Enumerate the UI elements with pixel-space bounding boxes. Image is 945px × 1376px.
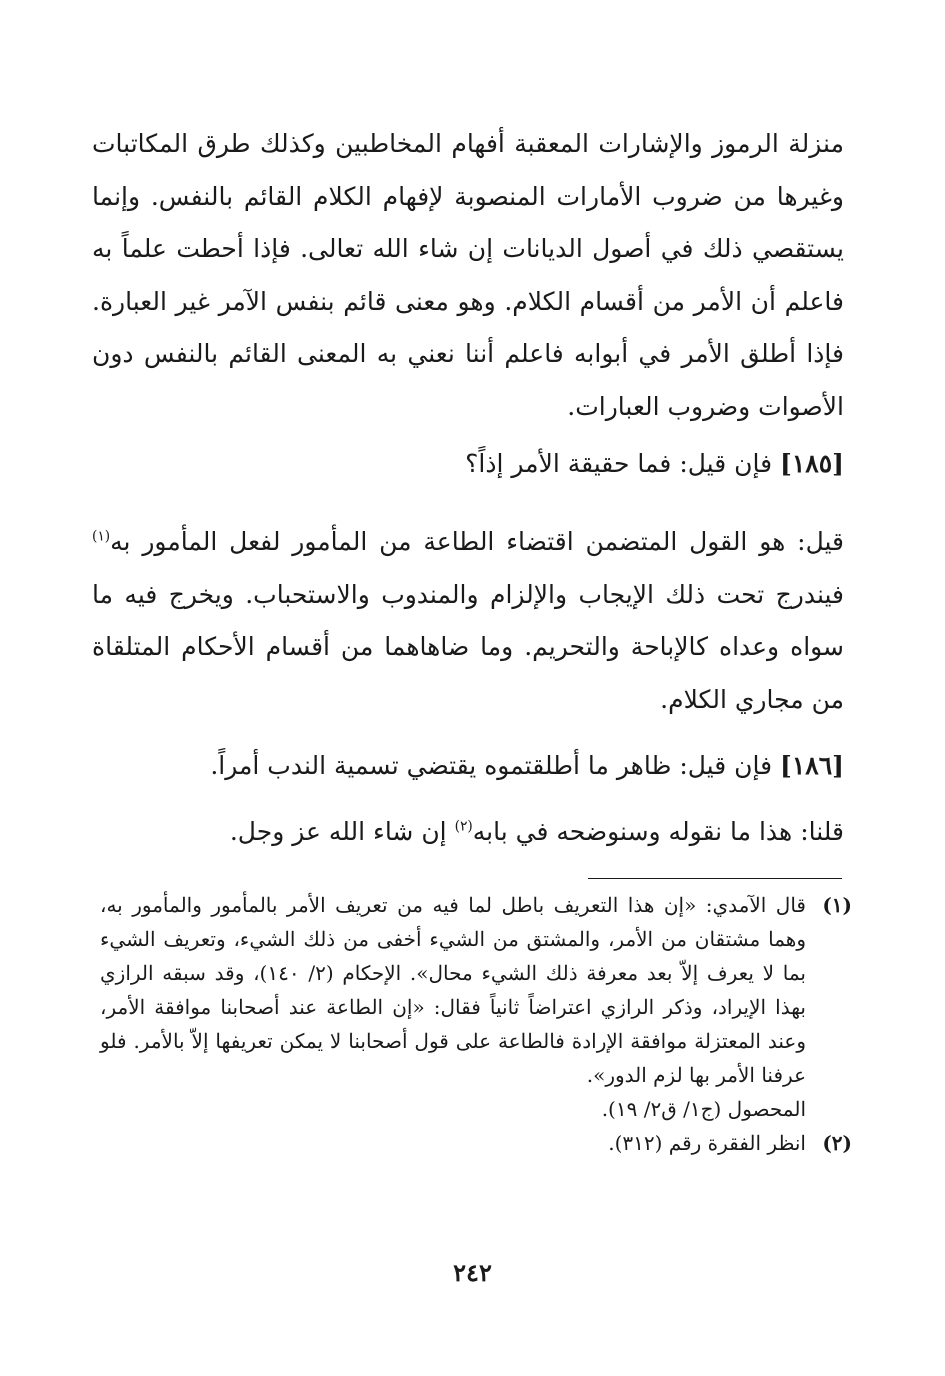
footnote-number: (٢) [822,1131,852,1155]
footnote-text: انظر الفقرة رقم (٣١٢). [608,1131,806,1155]
reply-text-b: إن شاء الله عز وجل. [229,817,447,846]
question-text: فإن قيل: ظاهر ما أطلقتموه يقتضي تسمية الندب أمراً. [210,751,773,780]
question-text: فإن قيل: فما حقيقة الأمر إذاً؟ [465,449,773,478]
answer-text-a: قيل: هو القول المتضمن اقتضاء الطاعة من المأمور لفعل المأمور به [110,527,844,556]
reply-paragraph [92,806,906,859]
page-number: ٢٤٢ [453,1258,492,1287]
paragraph-number: [١٨٥] [780,449,844,478]
question-185 [92,438,906,491]
footnote-separator [588,878,842,879]
footnotes [100,888,852,1160]
footnote-number: (١) [822,893,852,917]
footnote-ref-1[interactable]: (١) [92,528,111,545]
answer-paragraph [92,516,906,726]
footnote-1-source: المحصول (ج١/ ق٢/ ١٩). [601,1097,806,1121]
footnote-2 [100,1126,852,1160]
paragraph-number: [١٨٦] [780,751,844,780]
question-186 [92,740,906,793]
footnote-ref-2[interactable]: (٢) [454,818,473,835]
footnote-text: قال الآمدي: «إن هذا التعريف باطل لما فيه من تعريف الأمر بالمأمور والمأمور به، وهما مشتقان من الأمر، والمشتق من الشيء أخفى من ذلك الشيء، وتعريف الشيء بما لا يعرف إلاّ بعد معرفة ذلك الشيء محال». الإحكام (٢/ ١٤٠)، وقد سبقه الرازي بهذا الإيراد، وذكر الرازي اعتراضاً ثانياً فقال: «إن الطاعة عند أصحابنا موافقة الأمر، وعند المعتزلة موافقة الإرادة فالطاعة على قول أصحابنا لا يمكن تعريفها إلاّ بالأمر. فلو عرفنا الأمر بها لزم الدور». [100,893,806,1087]
footnote-1 [100,888,852,1092]
answer-text-b: فيندرج تحت ذلك الإيجاب والإلزام والمندوب والاستحباب. ويخرج فيه ما سواه وعداه كالإباحة والتحريم. وما ضاهاهما من أقسام الأحكام المتلقاة من مجاري الكلام. [92,579,844,714]
paragraph-continuation: منزلة الرموز والإشارات المعقبة أفهام المخاطبين وكذلك طرق المكاتبات وغيرها من ضروب الأمارات المنصوبة لإفهام الكلام القائم بالنفس. وإنما يستقصي ذلك في أصول الديانات إن شاء الله تعالى. فإذا أحطت علماً به فاعلم أن الأمر من أقسام الكلام. وهو معنى قائم بنفس الآمر غير العبارة. فإذا أطلق الأمر في أبوابه فاعلم أننا نعني به المعنى القائم بالنفس دون الأصوات وضروب العبارات. [92,129,844,421]
reply-text-a: قلنا: هذا ما نقوله وسنوضحه في بابه [472,817,844,846]
